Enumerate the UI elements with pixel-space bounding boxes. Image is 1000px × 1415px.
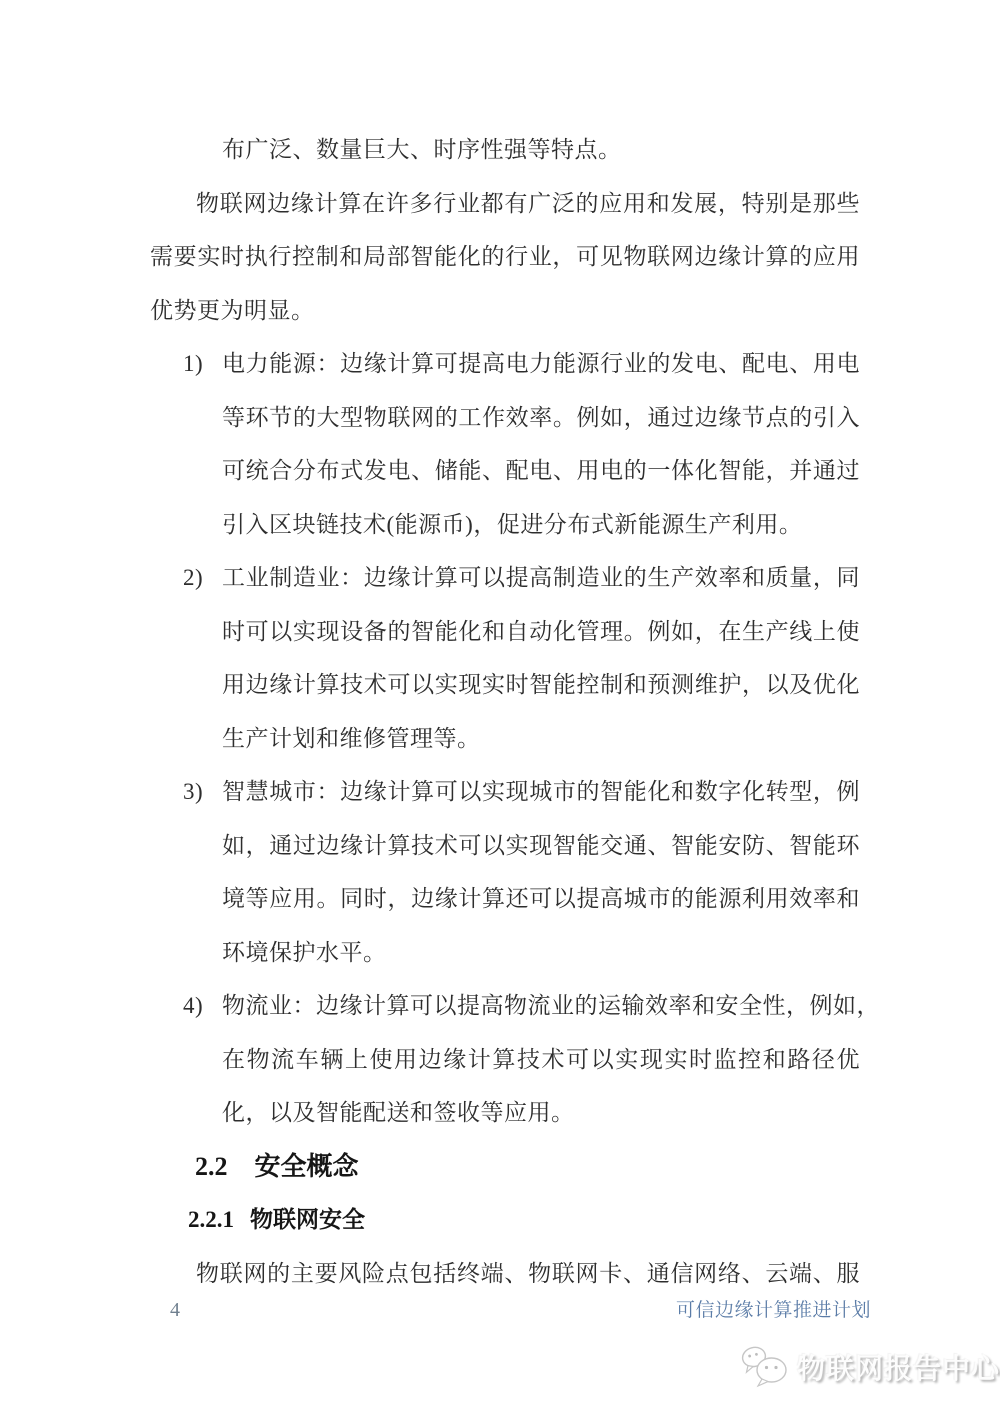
subsection-title: 物联网安全 bbox=[250, 1207, 365, 1232]
intro-paragraph bbox=[150, 177, 860, 338]
subsection-heading bbox=[150, 1193, 860, 1247]
list-item-text: 电力能源：边缘计算可提高电力能源行业的发电、配电、用电 bbox=[222, 351, 860, 376]
numbered-item-logistics bbox=[150, 979, 880, 1140]
list-item-line: 可统合分布式发电、储能、配电、用电的一体化智能，并通过 bbox=[222, 458, 860, 483]
page-footer bbox=[150, 1297, 871, 1324]
list-item-line: 时可以实现设备的智能化和自动化管理。例如，在生产线上使 bbox=[222, 618, 860, 644]
watermark bbox=[740, 1344, 1000, 1390]
paragraph-line: 需要实时执行控制和局部智能化的行业，可见物联网边缘计算的应用 bbox=[150, 244, 860, 269]
list-item-line: 生产计划和维修管理等。 bbox=[222, 725, 481, 751]
list-item-first-line bbox=[150, 979, 880, 1033]
numbered-item-smart-city bbox=[150, 765, 860, 979]
section-number: 2.2 bbox=[195, 1151, 228, 1181]
section-title: 安全概念 bbox=[254, 1151, 359, 1181]
list-item-line: 如，通过边缘计算技术可以实现智能交通、智能安防、智能环 bbox=[222, 832, 860, 858]
list-item-text: 智慧城市：边缘计算可以实现城市的智能化和数字化转型，例 bbox=[222, 779, 860, 804]
list-item-line: 环境保护水平。 bbox=[222, 939, 387, 965]
list-item-first-line bbox=[150, 551, 860, 605]
risk-paragraph bbox=[150, 1247, 860, 1301]
list-item-text: 工业制造业：边缘计算可以提高制造业的生产效率和质量，同 bbox=[222, 565, 860, 590]
list-item-line: 引入区块链技术(能源币)，促进分布式新能源生产利用。 bbox=[222, 511, 803, 537]
list-item-first-line bbox=[150, 337, 860, 391]
watermark-label: 物联网报告中心 bbox=[797, 1354, 1000, 1385]
list-item-line: 等环节的大型物联网的工作效率。例如，通过边缘节点的引入 bbox=[222, 404, 860, 430]
numbered-item-industry bbox=[150, 551, 860, 765]
paragraph-line: 物联网边缘计算在许多行业都有广泛的应用和发展，特别是那些 bbox=[196, 190, 860, 216]
list-item-line: 用边缘计算技术可以实现实时智能控制和预测维护，以及优化 bbox=[222, 672, 860, 697]
footer-document-title: 可信边缘计算推进计划 bbox=[675, 1300, 871, 1321]
list-item-text: 物流业：边缘计算可以提高物流业的运输效率和安全性，例如， bbox=[222, 993, 880, 1018]
page-number: 4 bbox=[170, 1299, 180, 1321]
paragraph-line: 优势更为明显。 bbox=[150, 297, 315, 323]
list-marker: 1) bbox=[183, 351, 204, 376]
numbered-item-power bbox=[150, 337, 860, 551]
wechat-icon bbox=[740, 1344, 790, 1390]
paragraph-continuation-line: 布广泛、数量巨大、时序性强等特点。 bbox=[222, 137, 622, 162]
list-item-first-line bbox=[150, 765, 860, 819]
subsection-number: 2.2.1 bbox=[188, 1207, 234, 1232]
list-item-line: 化，以及智能配送和签收等应用。 bbox=[222, 1100, 575, 1125]
paragraph-line: 物联网的主要风险点包括终端、物联网卡、通信网络、云端、服 bbox=[196, 1260, 860, 1286]
section-heading bbox=[150, 1140, 860, 1194]
list-marker: 3) bbox=[183, 779, 204, 804]
list-marker: 4) bbox=[183, 993, 204, 1018]
list-item-line: 境等应用。同时，边缘计算还可以提高城市的能源利用效率和 bbox=[222, 886, 860, 911]
list-item-line: 在物流车辆上使用边缘计算技术可以实现实时监控和路径优 bbox=[222, 1046, 860, 1072]
list-marker: 2) bbox=[183, 565, 204, 590]
document-body bbox=[150, 123, 880, 1300]
